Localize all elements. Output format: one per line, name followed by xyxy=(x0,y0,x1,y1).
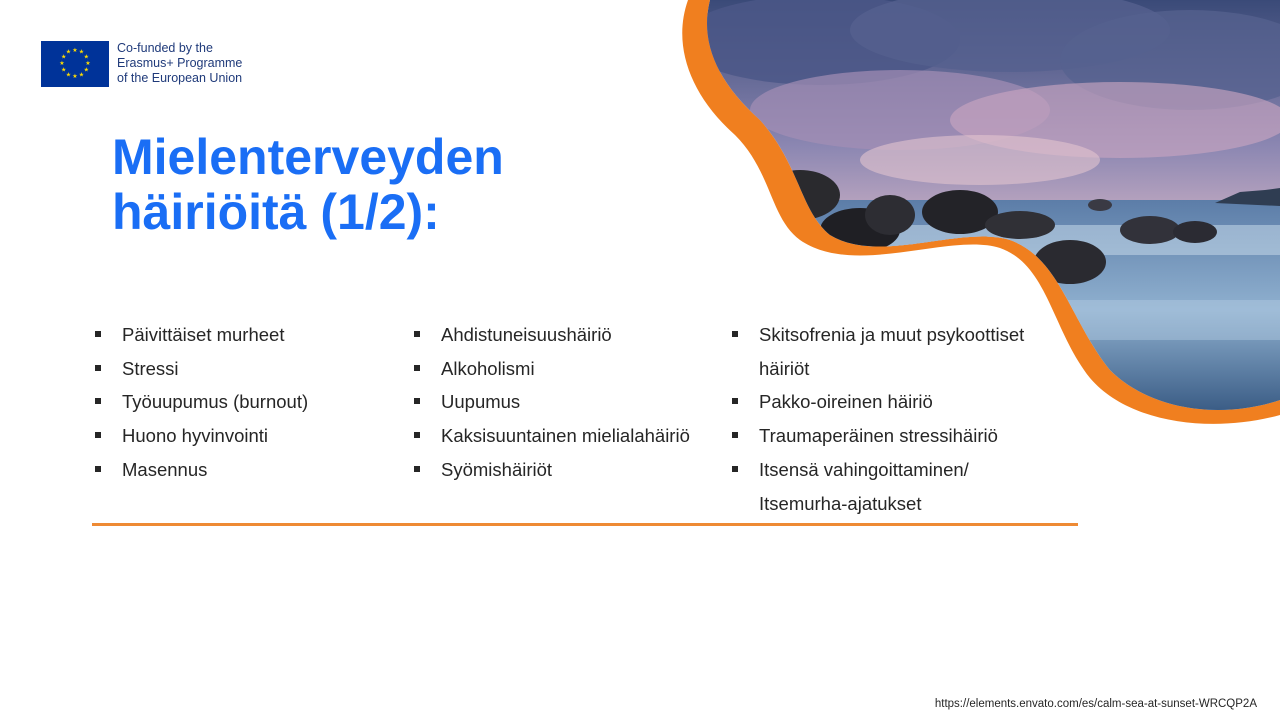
eu-flag-icon xyxy=(41,41,109,87)
eu-stars-icon xyxy=(41,41,109,87)
list-item: Kaksisuuntainen mielialahäiriö xyxy=(412,419,732,453)
svg-text:★: ★ xyxy=(83,53,89,61)
list-item: Stressi xyxy=(93,352,383,386)
disorder-list-column-2 xyxy=(412,318,732,487)
list-item: Syömishäiriöt xyxy=(412,453,732,487)
slide-title-line-1: Mielenterveyden xyxy=(112,129,504,185)
eu-funding-line-1: Co-funded by the xyxy=(117,41,213,55)
svg-text:★: ★ xyxy=(78,71,85,79)
orange-divider xyxy=(92,523,1078,526)
svg-text:★: ★ xyxy=(61,66,67,74)
list-item: Masennus xyxy=(93,453,383,487)
list-item: Huono hyvinvointi xyxy=(93,419,383,453)
disorder-list-column-3 xyxy=(730,318,1060,520)
svg-text:★: ★ xyxy=(83,66,89,74)
svg-text:★: ★ xyxy=(65,48,72,56)
slide-title-line-2: häiriöitä (1/2): xyxy=(112,184,440,240)
list-item: Alkoholismi xyxy=(412,352,732,386)
svg-text:★: ★ xyxy=(78,48,85,56)
eu-funding-text xyxy=(117,41,317,86)
svg-text:★: ★ xyxy=(85,60,91,67)
list-item: Skitsofrenia ja muut psykoottiset häiriöt xyxy=(730,318,1060,385)
list-item: Työuupumus (burnout) xyxy=(93,385,383,419)
list-item: Päivittäiset murheet xyxy=(93,318,383,352)
svg-text:★: ★ xyxy=(72,73,78,80)
image-credit-link: https://elements.envato.com/es/calm-sea-at-sunset-WRCQP2A xyxy=(934,698,1257,710)
svg-text:★: ★ xyxy=(61,53,67,61)
disorder-list-column-1 xyxy=(93,318,383,487)
list-item: Ahdistuneisuushäiriö xyxy=(412,318,732,352)
eu-funding-line-3: of the European Union xyxy=(117,71,243,85)
slide-title xyxy=(112,130,672,240)
svg-text:★: ★ xyxy=(59,60,65,67)
svg-text:★: ★ xyxy=(65,71,72,79)
list-item: Pakko-oireinen häiriö xyxy=(730,385,1060,419)
list-item: Itsensä vahingoittaminen/ Itsemurha-ajatukset xyxy=(730,453,1060,520)
eu-funding-line-2: Erasmus+ Programme xyxy=(117,56,243,70)
list-item: Traumaperäinen stressihäiriö xyxy=(730,419,1060,453)
svg-text:★: ★ xyxy=(72,47,78,54)
list-item: Uupumus xyxy=(412,385,732,419)
